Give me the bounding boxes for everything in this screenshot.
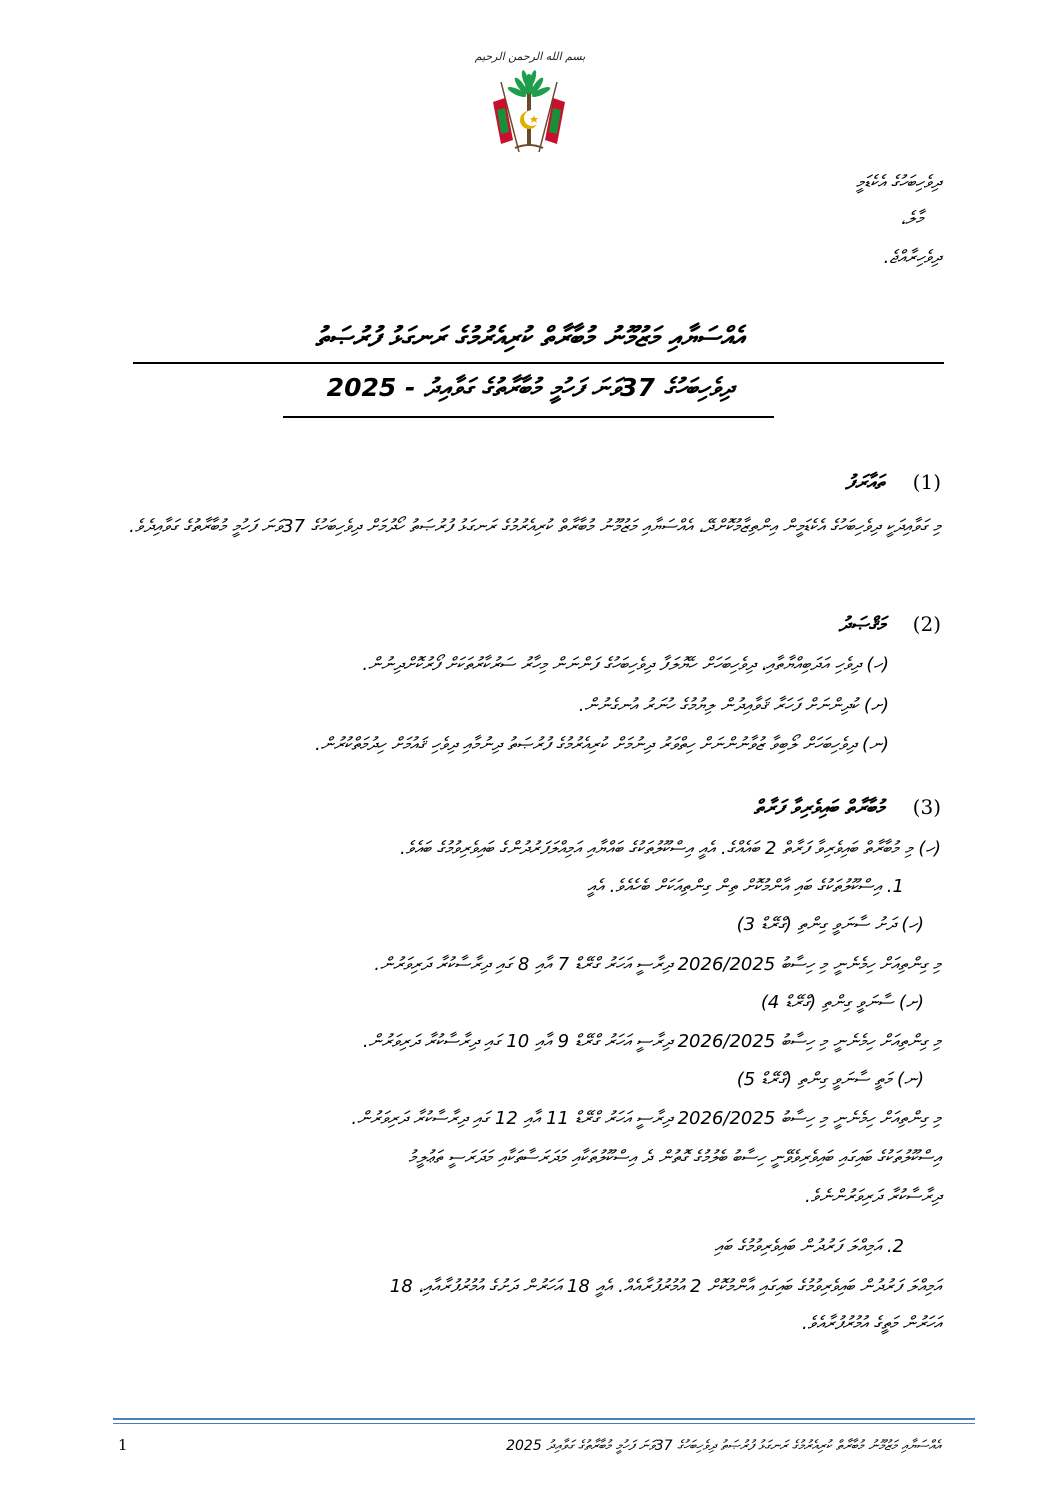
document-title-line-2: ދިވެހިބަހުގެ 37ވަނަ ފަހުމީ މުބާރާތުގެ ގަވާއިދު - 2025 — [326, 373, 734, 402]
section-title: މަޤްޞަދު — [838, 612, 885, 636]
grade-group-text: މި ގިންތިއަށް ހިމެނެނީ މި ހިސާބު 2026/2025 ދިރާސީ އަހަރު ގްރޭޑް 11 އާއި 12 ގައި ދިރާސާކުރާ ދަރިވަރުން. — [351, 1108, 941, 1129]
section-2-heading — [839, 612, 941, 636]
document-title-line-1: އެއްސަޔާއި މަޒުމޫނު މުބާރާތް ކުރިއެރުމުގެ ރަނގަޅު ފުރުޞަތު — [315, 322, 745, 353]
title-underline-1 — [133, 362, 944, 364]
grade-group-label: (ހ) ދަށު ސާނަވީ ގިންތި (ގްރޭޑް 3) — [736, 914, 924, 935]
objective-item: (ށ) ކުދިންނަށް ފަހަރާ ޤަވާއިދުން ލިޔުމުގެ ހުނަރު އުނގެނުން. — [578, 695, 889, 716]
section-title: ތައާރަފު — [845, 470, 885, 494]
school-note-end: ދިރާސާކުރާ ދަރިވަރުންނެވެ. — [805, 1186, 941, 1207]
participants-intro: (ހ) މި މުބާރާތް ބައިވެރިވާ ފަރާތް 2 ބައެއްގެ. އެއީ އިސްކޫލުތަކުގެ ބައްޔާއި އަމިއްލަފަރުދުންގެ ބައިވެރިވުމުގެ ބައެވެ. — [399, 838, 941, 859]
individual-category-text-end: އަހަރުން މަތީގެ އުމުރުފުރާއެވެ. — [801, 1313, 941, 1334]
school-category-heading: 1. އިސްކޫލުތަކުގެ ބައި އާންމުކޮށް ތިން ގިންތިއަކަށް ބެހެއެވެ. އެއީ — [587, 876, 904, 897]
objective-item: (ނ) ދިވެހިބަހަށް ލޯބިވާ ޒުވާނުންނަށް ހިތްވަރު ދިނުމަށް ކުރިއެރުމުގެ ފުރުޞަތު ދިނުމާއި ދިވެހި ޤައުމަށް ހިދުމަތްކުރުން. — [314, 734, 889, 755]
section-1-paragraph: މި ގަވާއިދަކީ ދިވެހިބަހުގެ އެކެޑަމީން އިންތިޒާމުކޮށްދޭ، އެއްސަޔާއި މަޒުމޫނު މުބާރާތް ކުރިއެރުމުގެ ރަނގަޅު ފުރުޞަތު ހޯދުމަށް ދިވެހިބަހުގެ 37ވަނަ ފަހުމީ މުބާރާތުގެ ގަވާއިދެވެ. — [129, 516, 941, 537]
grade-group-text: މި ގިންތިއަށް ހިމެނެނީ މި ހިސާބު 2026/2025 ދިރާސީ އަހަރު ގްރޭޑް 9 އާއި 10 ގައި ދިރާސާކުރާ ދަރިވަރުން. — [362, 1031, 941, 1052]
grade-group-text: މި ގިންތިއަށް ހިމެނެނީ މި ހިސާބު 2026/2025 ދިރާސީ އަހަރު ގްރޭޑް 7 އާއި 8 ގައި ދިރާސާކުރާ ދަރިވަރުން. — [374, 954, 941, 975]
section-number: (2) — [912, 612, 941, 636]
state-emblem-icon — [479, 54, 579, 156]
individual-category-heading: 2. އަމިއްލަ ފަރުދުން ބައިވެރިވުމުގެ ބައި — [714, 1236, 904, 1257]
section-3-heading — [754, 795, 941, 819]
grade-group-label: (ށ) ސާނަވީ ގިންތި (ގްރޭޑް 4) — [760, 992, 924, 1013]
title-underline-2 — [283, 416, 774, 418]
sender-line-2: މާލެ، — [900, 208, 923, 229]
bismillah-calligraphy: بسم الله الرحمن الرحيم — [474, 50, 586, 63]
individual-category-text: އަމިއްލަ ފަރުދުން ބައިވެރިވުމުގެ ބައިގައި އާންމުކޮށް 2 އުމުރުފުރާއެއް. އެއީ 18 އަހަރުން ދަށުގެ އުމުރުފުރާއާއި، 18 — [389, 1276, 941, 1297]
footer-rule — [113, 1418, 975, 1420]
sender-line-1: ދިވެހިބަހުގެ އެކެޑަމީ — [855, 172, 941, 193]
footer-running-title: އެއްސަޔާއި މަޒުމޫނު މުބާރާތް ކުރިއެރުމުގެ ރަނގަޅު ފުރުޞަތު ދިވެހިބަހުގެ 37ވަނަ ފަހުމީ މުބާރާތުގެ ގަވާއިދު 2025 — [506, 1438, 941, 1454]
footer-rule — [113, 1423, 975, 1424]
section-number: (1) — [912, 470, 941, 494]
objective-item: (ހ) ދިވެހި އަދަބިއްޔާތާއި، ދިވެހިބަހަށް ހެޔޮލަފާ ދިވެހިބަހުގެ ފަންނަން މިހާރު ސަރުކާރުތަކަށް ފޯރުކޮށްދިނުން. — [362, 654, 889, 675]
section-number: (3) — [912, 795, 941, 819]
section-title: މުބާރާތް ބައިވެރިވާ ފަރާތް — [753, 795, 885, 819]
grade-group-label: (ނ) މަތީ ސާނަވީ ގިންތި (ގްރޭޑް 5) — [736, 1069, 924, 1090]
page-number: 1 — [118, 1436, 128, 1454]
school-note: އިސްކޫލުތަކުގެ ބައިގައި ބައިވެރިވެވޭނީ ހިސާބު ބެލުމުގެ ގޮތުން ދެ އިސްކޫލުތަކާއި މަދަރަސާތަކާއި މަދަރަސީ ތަޢުލީމު — [408, 1147, 941, 1168]
section-1-heading — [845, 470, 941, 494]
sender-line-3: ދިވެހިރާއްޖެ. — [883, 247, 941, 268]
